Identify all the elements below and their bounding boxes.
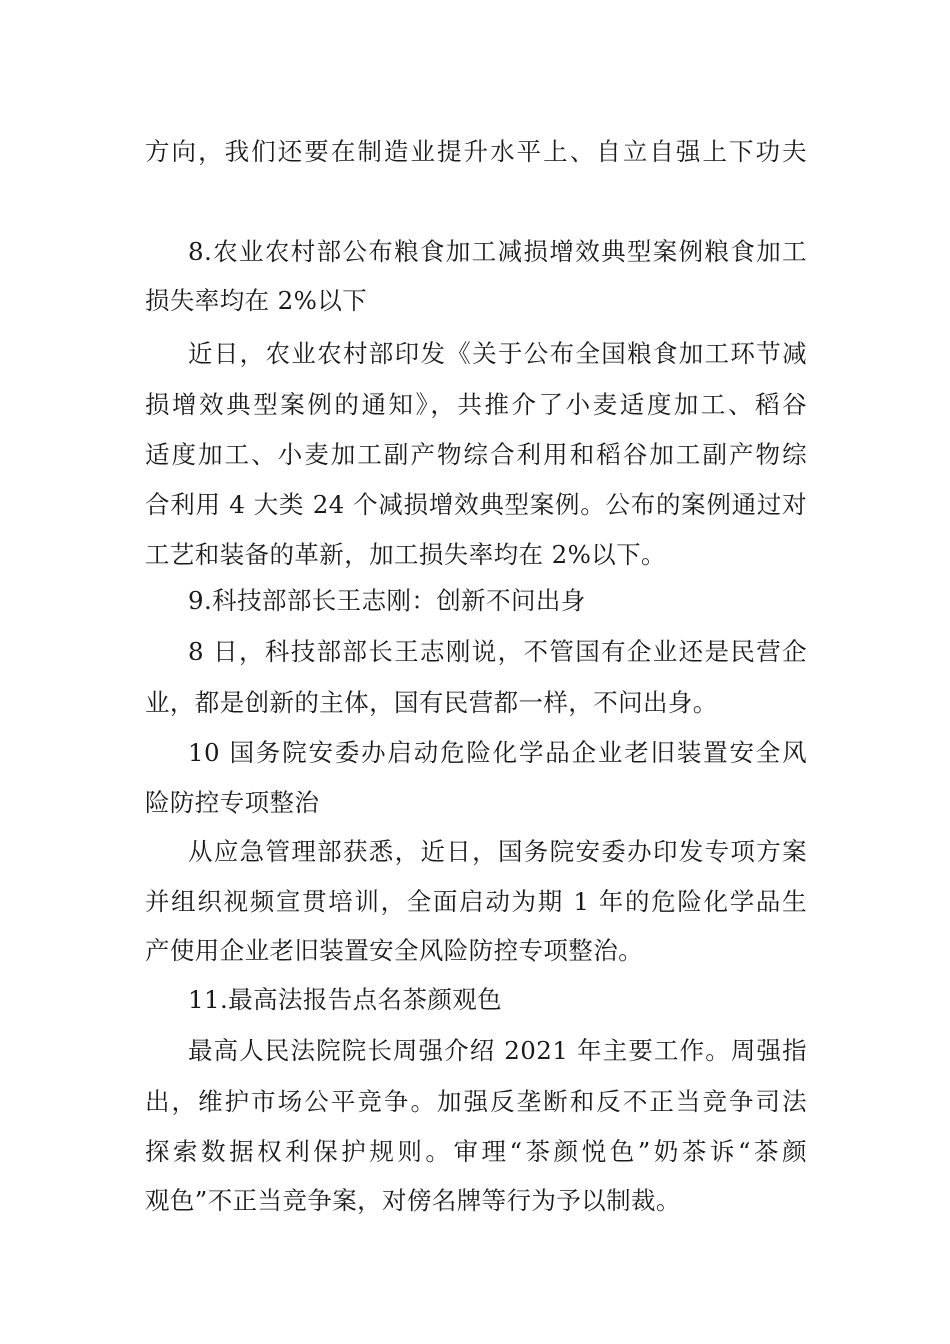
- paragraph-line: 合利用 4 大类 24 个减损增效典型案例。公布的案例通过对: [145, 490, 807, 519]
- document-page: [145, 0, 807, 1344]
- heading-item-10-continued: 险防控专项整治: [145, 788, 320, 817]
- paragraph-line: 并组织视频宣贯培训，全面启动为期 1 年的危险化学品生: [145, 887, 807, 916]
- paragraph-line: 近日，农业农村部印发《关于公布全国粮食加工环节减: [188, 339, 807, 368]
- paragraph-line: 出，维护市场公平竞争。加强反垄断和反不正当竞争司法: [145, 1087, 807, 1116]
- paragraph-line: 业，都是创新的主体，国有民营都一样，不问出身。: [145, 688, 718, 717]
- paragraph-line: 从应急管理部获悉，近日，国务院安委办印发专项方案: [188, 837, 807, 866]
- paragraph-line: 工艺和装备的革新，加工损失率均在 2%以下。: [145, 540, 666, 569]
- paragraph-line: 适度加工、小麦加工副产物综合利用和稻谷加工副产物综: [145, 440, 807, 469]
- heading-item-9: 9.科技部部长王志刚：创新不问出身: [188, 586, 586, 615]
- paragraph-line: 8 日，科技部部长王志刚说，不管国有企业还是民营企: [188, 637, 807, 666]
- heading-item-10: 10 国务院安委办启动危险化学品企业老旧装置安全风: [188, 738, 807, 767]
- heading-item-8: 8.农业农村部公布粮食加工减损增效典型案例粮食加工: [188, 237, 807, 266]
- heading-item-11: 11.最高法报告点名茶颜观色: [188, 985, 503, 1014]
- text-line: 方向，我们还要在制造业提升水平上、自立自强上下功夫: [145, 137, 807, 166]
- paragraph-line: 产使用企业老旧装置安全风险防控专项整治。: [145, 936, 643, 965]
- heading-item-8-continued: 损失率均在 2%以下: [145, 286, 368, 315]
- paragraph-line: 损增效典型案例的通知》，共推介了小麦适度加工、稻谷: [145, 390, 807, 419]
- paragraph-line: 最高人民法院院长周强介绍 2021 年主要工作。周强指: [188, 1036, 807, 1065]
- paragraph-line: 探索数据权利保护规则。审理“茶颜悦色”奶茶诉“茶颜: [145, 1137, 807, 1166]
- paragraph-line: 观色”不正当竞争案，对傍名牌等行为予以制裁。: [145, 1186, 681, 1215]
